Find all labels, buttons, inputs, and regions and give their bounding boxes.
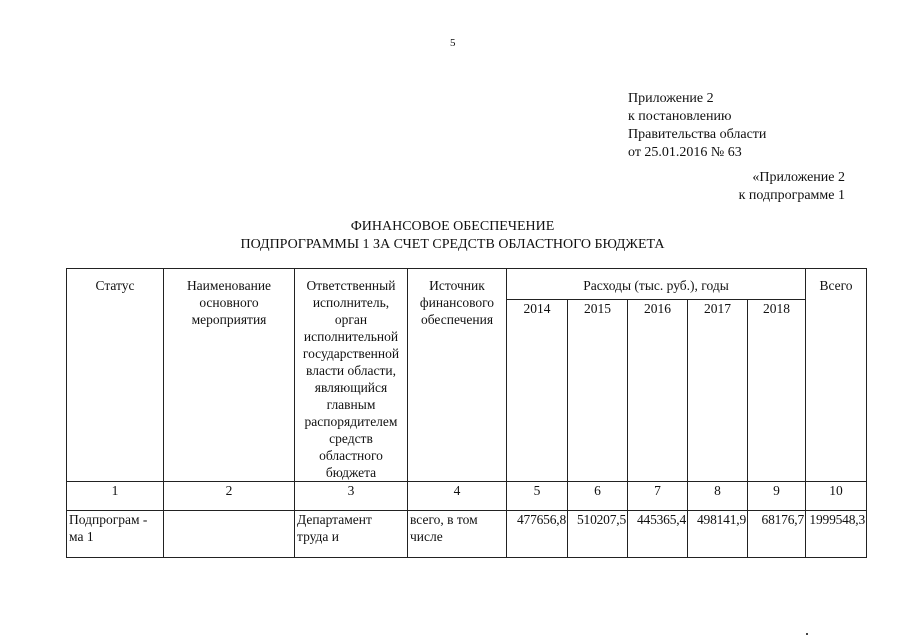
cell-value-2016: 445365,4	[628, 511, 688, 558]
header-year: 2017	[688, 300, 748, 482]
document-title	[0, 218, 905, 254]
cell-funding-source: всего, в том числе	[408, 511, 507, 558]
table-column-numbers-row	[67, 482, 867, 511]
header-funding-source: Источник финансового обеспечения	[408, 269, 507, 482]
appendix-line: от 25.01.2016 № 63	[628, 145, 742, 160]
header-year: 2014	[507, 300, 568, 482]
cell-value-2014: 477656,8	[507, 511, 568, 558]
header-year: 2015	[568, 300, 628, 482]
appendix-block	[628, 90, 766, 162]
appendix-quote-line: «Приложение 2	[752, 170, 845, 185]
column-number: 9	[748, 482, 806, 511]
cell-value-2015: 510207,5	[568, 511, 628, 558]
appendix-line: Правительства области	[628, 127, 767, 142]
appendix-line: к постановлению	[628, 109, 732, 124]
column-number: 10	[806, 482, 867, 511]
header-year: 2016	[628, 300, 688, 482]
appendix-quote-line: к подпрограмме 1	[738, 188, 845, 203]
cell-total: 1999548,3	[806, 511, 867, 558]
column-number: 1	[67, 482, 164, 511]
appendix-quote-block	[739, 169, 845, 205]
column-number: 2	[164, 482, 295, 511]
header-total: Всего	[806, 269, 867, 482]
financing-table	[66, 268, 867, 558]
cell-value-2017: 498141,9	[688, 511, 748, 558]
table-header-row	[67, 269, 867, 300]
column-number: 8	[688, 482, 748, 511]
page-number: 5	[450, 37, 456, 49]
scan-speck	[806, 633, 808, 635]
cell-value-2018: 68176,7	[748, 511, 806, 558]
column-number: 5	[507, 482, 568, 511]
appendix-line: Приложение 2	[628, 91, 714, 106]
cell-activity-name	[164, 511, 295, 558]
column-number: 3	[295, 482, 408, 511]
column-number: 6	[568, 482, 628, 511]
cell-status: Подпрограм - ма 1	[67, 511, 164, 558]
header-expenses: Расходы (тыс. руб.), годы	[507, 269, 806, 300]
header-year: 2018	[748, 300, 806, 482]
header-status: Статус	[67, 269, 164, 482]
column-number: 4	[408, 482, 507, 511]
document-title-line: ПОДПРОГРАММЫ 1 ЗА СЧЕТ СРЕДСТВ ОБЛАСТНОГО БЮДЖЕТА	[240, 237, 665, 252]
column-number: 7	[628, 482, 688, 511]
header-responsible: Ответственный исполнитель, орган исполнительной государственной власти области, являющийся главным распорядителем средств областного бюджета	[295, 269, 408, 482]
document-title-line: ФИНАНСОВОЕ ОБЕСПЕЧЕНИЕ	[350, 219, 555, 234]
header-activity-name: Наименование основного мероприятия	[164, 269, 295, 482]
cell-responsible: Департамент труда и	[295, 511, 408, 558]
table-row	[67, 511, 867, 558]
